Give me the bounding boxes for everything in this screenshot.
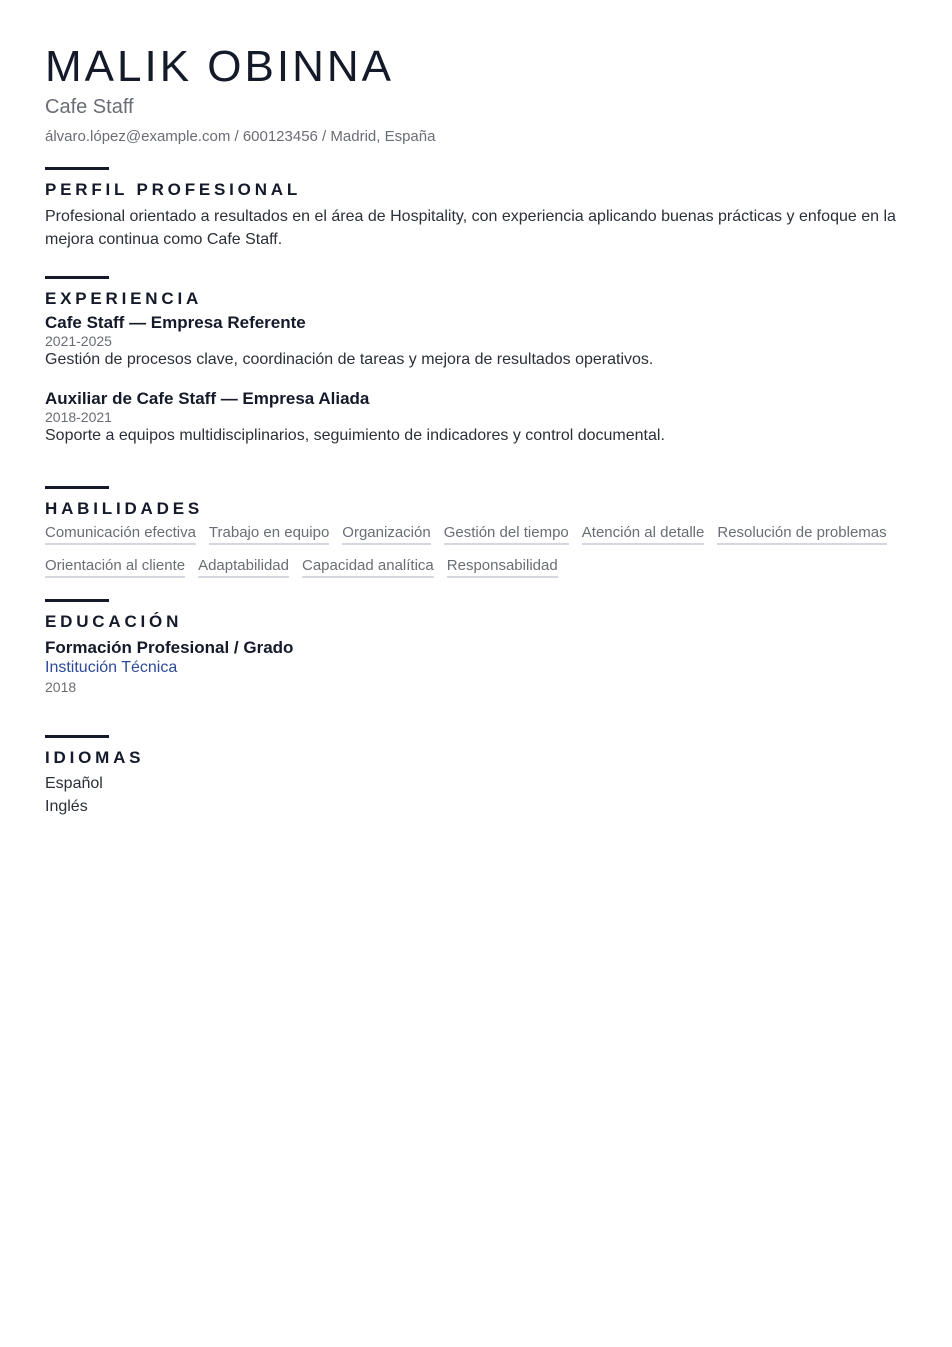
skill-tag: Resolución de problemas <box>717 523 886 545</box>
job-years: 2018-2021 <box>45 409 112 425</box>
language-item: Inglés <box>45 798 88 815</box>
skill-tag: Gestión del tiempo <box>444 523 569 545</box>
job-years: 2021-2025 <box>45 333 112 349</box>
resume-header <box>45 42 907 146</box>
experience-item <box>45 389 907 446</box>
profile-section <box>45 167 907 251</box>
section-divider <box>45 167 109 170</box>
job-title: Auxiliar de Cafe Staff — Empresa Aliada <box>45 389 370 408</box>
skill-tag: Trabajo en equipo <box>209 523 329 545</box>
job-description: Gestión de procesos clave, coordinación de tareas y mejora de resultados operativos. <box>45 351 654 368</box>
candidate-name: MALIK OBINNA <box>45 42 394 91</box>
section-divider <box>45 735 109 738</box>
profile-summary: Profesional orientado a resultados en el área de Hospitality, con experiencia aplicando buenas prácticas y enfoque en la mejora continua como Cafe Staff. <box>45 208 896 248</box>
languages-title: IDIOMAS <box>45 748 145 767</box>
section-divider <box>45 276 109 279</box>
skill-tag: Organización <box>342 523 430 545</box>
skill-tag: Orientación al cliente <box>45 556 185 578</box>
education-degree: Formación Profesional / Grado <box>45 638 294 657</box>
language-item: Español <box>45 775 103 792</box>
skill-tag: Adaptabilidad <box>198 556 289 578</box>
skill-tag: Capacidad analítica <box>302 556 434 578</box>
skill-tag: Responsabilidad <box>447 556 558 578</box>
skill-tag: Atención al detalle <box>582 523 705 545</box>
job-title: Cafe Staff — Empresa Referente <box>45 313 306 332</box>
experience-section <box>45 276 907 446</box>
contact-line: álvaro.lópez@example.com / 600123456 / Madrid, España <box>45 128 436 145</box>
section-divider <box>45 599 109 602</box>
job-description: Soporte a equipos multidisciplinarios, seguimiento de indicadores y control documental. <box>45 427 665 444</box>
experience-title: EXPERIENCIA <box>45 289 203 308</box>
skills-title: HABILIDADES <box>45 499 203 518</box>
education-section <box>45 599 907 697</box>
education-year: 2018 <box>45 679 77 695</box>
skills-list <box>45 523 907 578</box>
education-title: EDUCACIÓN <box>45 612 183 631</box>
section-divider <box>45 486 109 489</box>
experience-item <box>45 313 907 370</box>
skills-section <box>45 486 907 578</box>
profile-title: PERFIL PROFESIONAL <box>45 180 302 199</box>
candidate-role: Cafe Staff <box>45 96 134 118</box>
education-institution: Institución Técnica <box>45 659 178 676</box>
skill-tag: Comunicación efectiva <box>45 523 196 545</box>
languages-section <box>45 735 907 818</box>
